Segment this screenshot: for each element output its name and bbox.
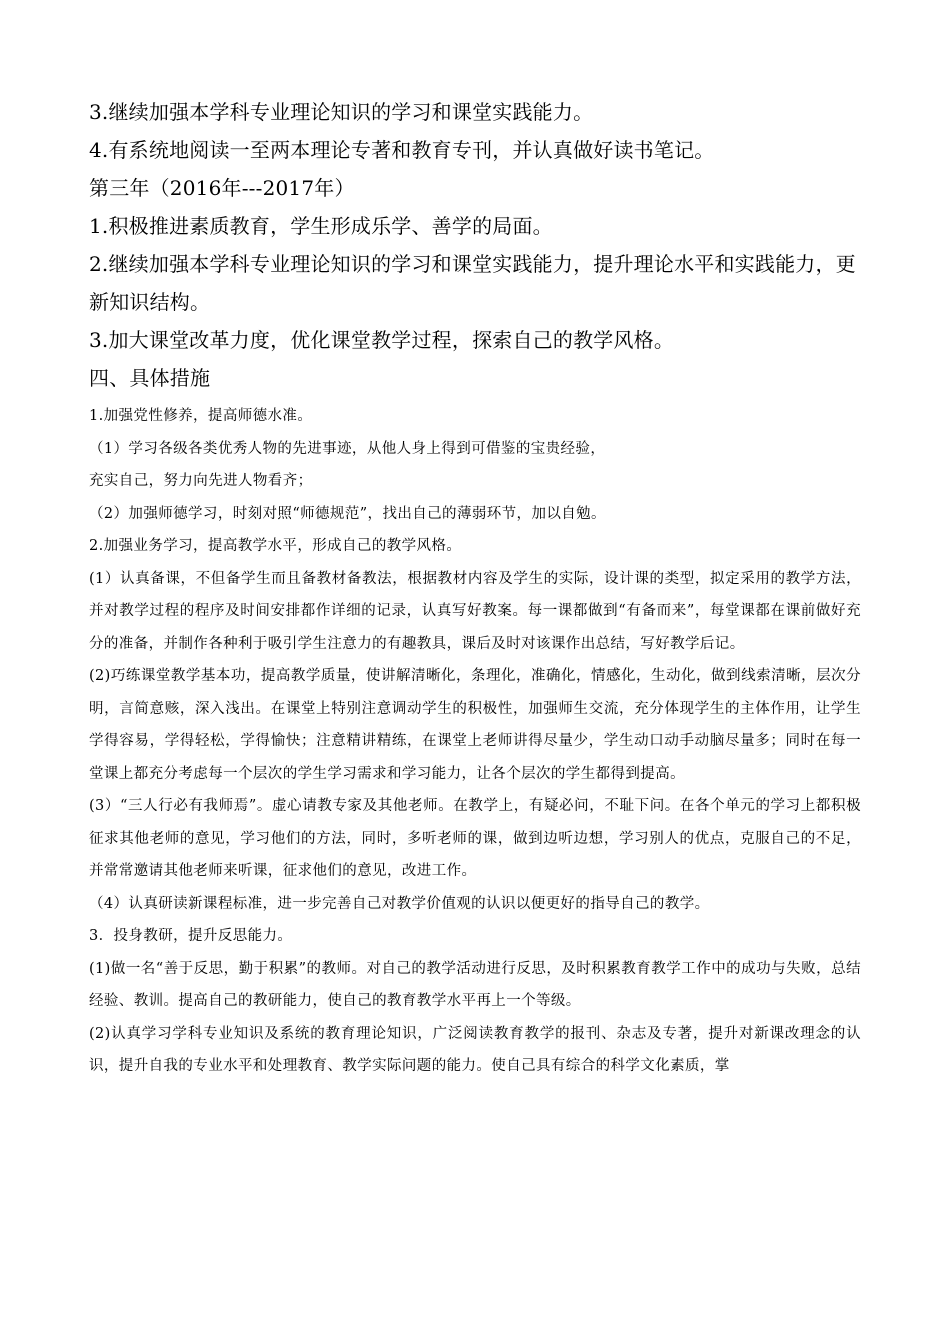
measure-3-item-1: (1)做一名“善于反思，勤于积累”的教师。对自己的教学活动进行反思，及时积累教育教学工作中的成功与失败，总结经验、教训。提高自己的教研能力，使自己的教育教学水平再上一个等级。 bbox=[89, 960, 861, 1009]
measure-2-item-1: (1）认真备课，不但备学生而且备教材备教法，根据教材内容及学生的实际，设计课的类型，拟定采用的教学方法，并对教学过程的程序及时间安排都作详细的记录，认真写好教案。每一课都做到“有备而来”，每堂课都在课前做好充分的准备，并制作各种利于吸引学生注意力的有趣教具，课后及时对该课作出总结，写好教学后记。 bbox=[89, 570, 861, 652]
section-heading-measures: 四、具体措施 bbox=[89, 366, 211, 390]
goal-line-3: 3.继续加强本学科专业理论知识的学习和课堂实践能力。 bbox=[89, 100, 594, 124]
measure-2-heading: 2.加强业务学习，提高教学水平，形成自己的教学风格。 bbox=[89, 538, 462, 554]
measure-2-item-4: （4）认真研读新课程标准，进一步完善自己对教学价值观的认识以便更好的指导自己的教学。 bbox=[89, 895, 710, 912]
measure-2-item-2: (2)巧练课堂教学基本功，提高教学质量，使讲解清晰化，条理化，准确化，情感化，生动化，做到线索清晰，层次分明，言简意赅，深入浅出。在课堂上特别注意调动学生的积极性，加强师生交流，充分体现学生的主体作用，让学生学得容易，学得轻松，学得愉快；注意精讲精练，在课堂上老师讲得尽量少，学生动口动手动脑尽量多；同时在每一堂课上都充分考虑每一个层次的学生学习需求和学习能力，让各个层次的学生都得到提高。 bbox=[89, 668, 861, 782]
measure-1-item-1: （1）学习各级各类优秀人物的先进事迹，从他人身上得到可借鉴的宝贵经验， bbox=[89, 440, 606, 457]
measure-3-item-2: (2)认真学习学科专业知识及系统的教育理论知识，广泛阅读教育教学的报刊、杂志及专著，提升对新课改理念的认识，提升自我的专业水平和处理教育、教学实际问题的能力。使自己具有综合的科学文化素质，掌 bbox=[89, 1025, 861, 1074]
measure-1-item-1-cont: 充实自己，努力向先进人物看齐； bbox=[89, 473, 313, 489]
document-body bbox=[89, 93, 861, 1083]
measure-1-item-2: （2）加强师德学习，时刻对照“师德规范”，找出自己的薄弱环节，加以自勉。 bbox=[89, 505, 606, 522]
third-year-goal-2: 2.继续加强本学科专业理论知识的学习和课堂实践能力，提升理论水平和实践能力，更新知识结构。 bbox=[89, 252, 856, 314]
measure-1-heading: 1.加强党性修养，提高师德水准。 bbox=[89, 408, 313, 424]
third-year-goal-3: 3.加大课堂改革力度，优化课堂教学过程，探索自己的教学风格。 bbox=[89, 328, 675, 352]
goal-line-4: 4.有系统地阅读一至两本理论专著和教育专刊，并认真做好读书笔记。 bbox=[89, 138, 715, 162]
measure-2-item-3: (3）“三人行必有我师焉”。虚心请教专家及其他老师。在教学上，有疑必问，不耻下问。在各个单元的学习上都积极征求其他老师的意见，学习他们的方法，同时，多听老师的课，做到边听边想，学习别人的优点，克服自己的不足，并常常邀请其他老师来听课，征求他们的意见，改进工作。 bbox=[89, 798, 861, 879]
third-year-goal-1: 1.积极推进素质教育，学生形成乐学、善学的局面。 bbox=[89, 214, 553, 238]
third-year-heading: 第三年（2016年---2017年） bbox=[89, 176, 355, 200]
measure-3-heading: 3．投身教研，提升反思能力。 bbox=[89, 928, 293, 944]
